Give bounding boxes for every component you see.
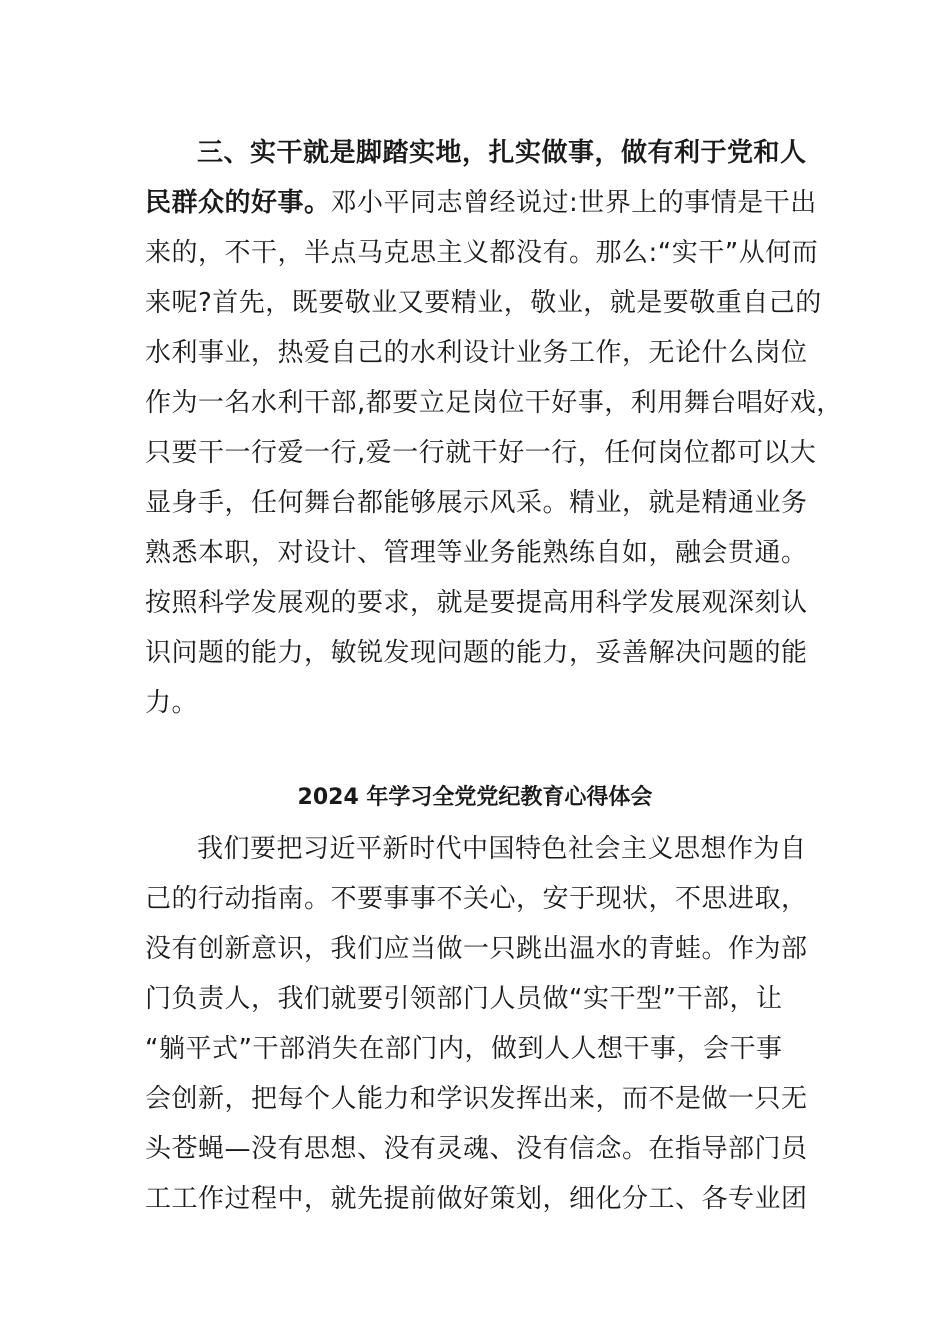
- paragraph-line: 作为一名水利干部,都要立足岗位干好事，利用舞台唱好戏，: [145, 388, 843, 418]
- paragraph-line: 来呢?首先，既要敬业又要精业，敬业，就是要敬重自己的: [145, 288, 822, 318]
- paragraph-line: 没有创新意识，我们应当做一只跳出温水的青蛙。作为部: [145, 934, 808, 964]
- section-1-heading: 三、实干就是脚踏实地，扎实做事，做有利于党和人: [197, 138, 807, 168]
- paragraph-line: “躺平式”干部消失在部门内，做到人人想干事，会干事: [145, 1034, 783, 1064]
- section-1-heading-end: 民群众的好事。: [145, 188, 331, 218]
- section-1-body: [145, 128, 843, 728]
- paragraph-line: 工工作过程中，就先提前做好策划，细化分工、各专业团: [145, 1184, 808, 1214]
- paragraph-line: 显身手，任何舞台都能够展示风采。精业，就是精通业务: [145, 488, 808, 518]
- section-1-line-2-text: 邓小平同志曾经说过:世界上的事情是干出: [330, 188, 817, 218]
- paragraph-line: 来的，不干，半点马克思主义都没有。那么:“实干”从何而: [145, 238, 819, 268]
- section-2-title: 2024 年学习全党党纪教育心得体会: [297, 785, 653, 810]
- paragraph-line: 头苍蝇—没有思想、没有灵魂、没有信念。在指导部门员: [145, 1134, 808, 1164]
- paragraph-line: 水利事业，热爱自己的水利设计业务工作，无论什么岗位: [145, 338, 808, 368]
- paragraph-line: 我们要把习近平新时代中国特色社会主义思想作为自: [197, 834, 807, 864]
- section-1-line-2: [145, 178, 817, 228]
- paragraph-line: 识问题的能力，敏锐发现问题的能力，妥善解决问题的能: [145, 638, 808, 668]
- paragraph-line: 只要干一行爱一行,爱一行就干好一行，任何岗位都可以大: [145, 438, 817, 468]
- paragraph-line: 门负责人，我们就要引领部门人员做“实干型”干部，让: [145, 984, 783, 1014]
- paragraph-line: 会创新，把每个人能力和学识发挥出来，而不是做一只无: [145, 1084, 808, 1114]
- section-2-body: [145, 824, 810, 1224]
- paragraph-line: 力。: [145, 688, 199, 718]
- paragraph-line: 熟悉本职，对设计、管理等业务能熟练自如，融会贯通。: [145, 538, 808, 568]
- paragraph-line: 己的行动指南。不要事事不关心，安于现状，不思进取，: [145, 884, 808, 914]
- paragraph-line: 按照科学发展观的要求，就是要提高用科学发展观深刻认: [145, 588, 808, 618]
